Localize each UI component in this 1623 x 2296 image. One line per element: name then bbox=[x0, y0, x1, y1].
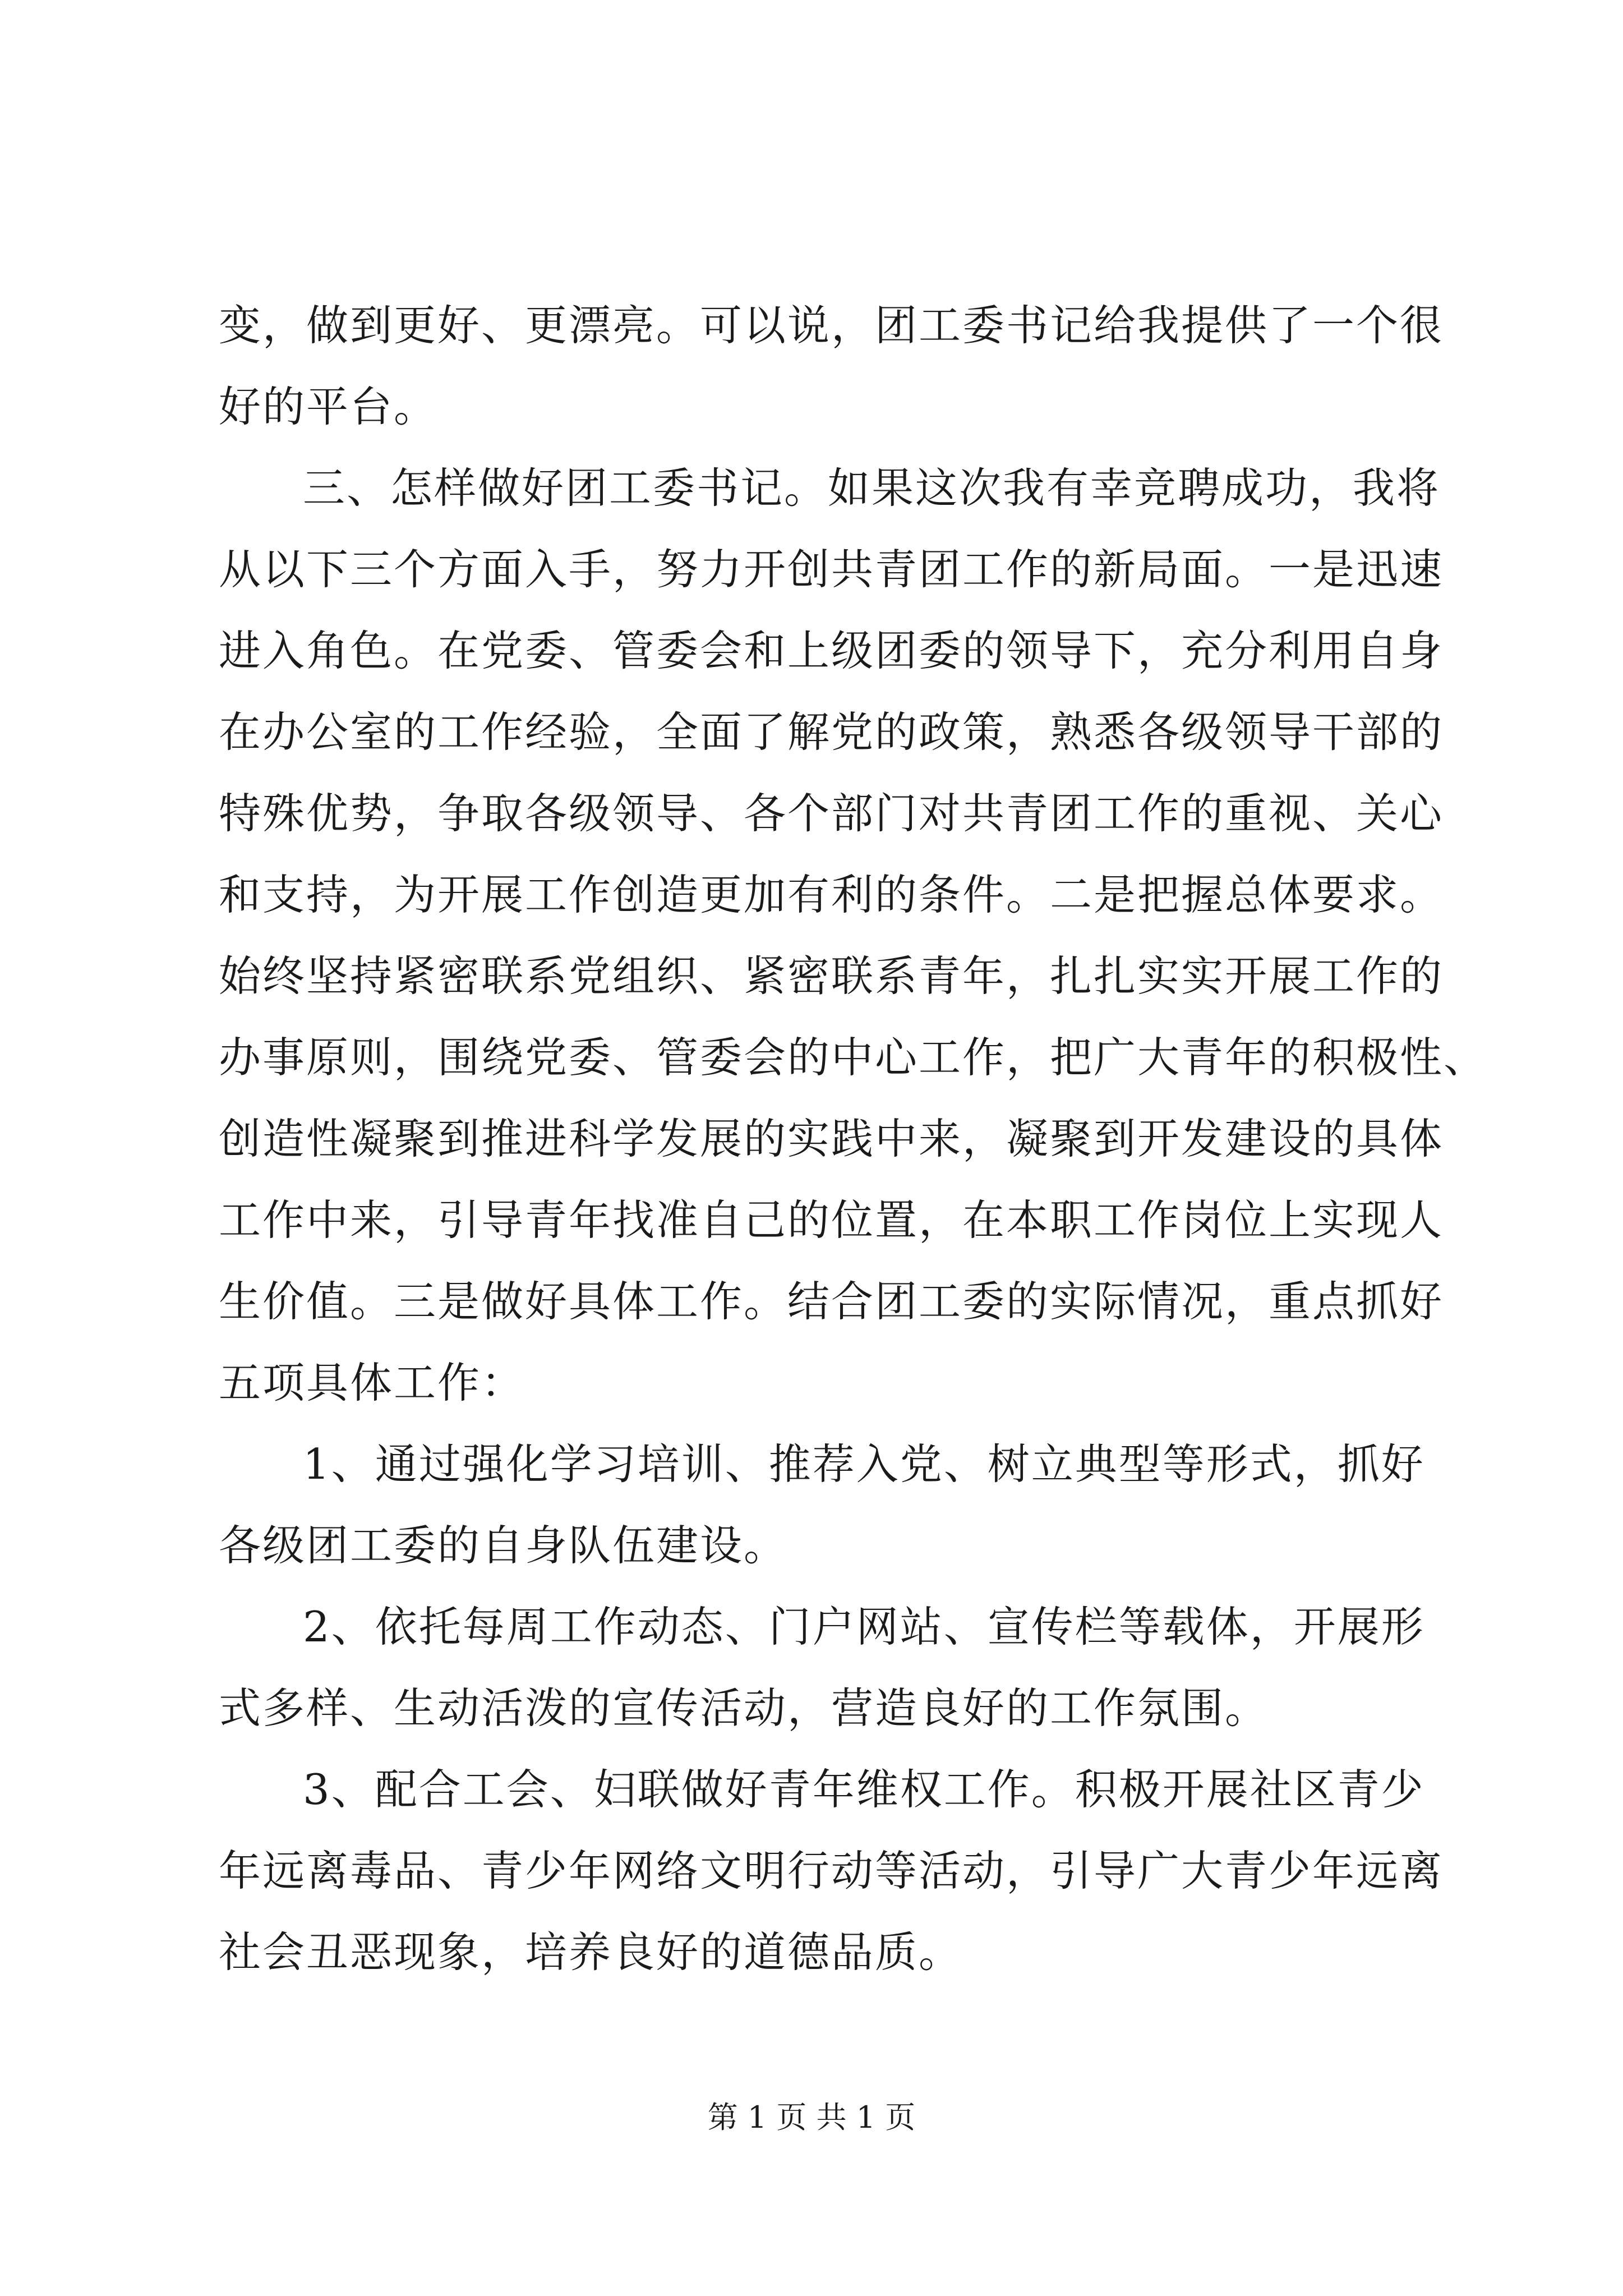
text-line: 五项具体工作： bbox=[219, 1358, 525, 1407]
text-line: 好的平台。 bbox=[219, 382, 438, 431]
text-line: 工作中来，引导青年找准自己的位置，在本职工作岗位上实现人 bbox=[219, 1195, 1444, 1245]
text-line: 式多样、生动活泼的宣传活动，营造良好的工作氛围。 bbox=[219, 1683, 1269, 1733]
text-line: 创造性凝聚到推进科学发展的实践中来，凝聚到开发建设的具体 bbox=[219, 1114, 1444, 1163]
list-item-line: 2、依托每周工作动态、门户网站、宣传栏等载体，开展形 bbox=[303, 1602, 1425, 1651]
text-line: 从以下三个方面入手，努力开创共青团工作的新局面。一是迅速 bbox=[219, 545, 1444, 594]
text-line: 社会丑恶现象，培养良好的道德品质。 bbox=[219, 1927, 963, 1977]
text-line: 和支持，为开展工作创造更加有利的条件。二是把握总体要求。 bbox=[219, 870, 1444, 919]
text-line: 特殊优势，争取各级领导、各个部门对共青团工作的重视、关心 bbox=[219, 789, 1444, 838]
paragraph-heading-line: 三、怎样做好团工委书记。如果这次我有幸竞聘成功，我将 bbox=[303, 463, 1441, 513]
text-line: 进入角色。在党委、管委会和上级团委的领导下，充分利用自身 bbox=[219, 626, 1444, 675]
page-footer: 第 1 页 共 1 页 bbox=[707, 2100, 916, 2135]
text-line: 年远离毒品、青少年网络文明行动等活动，引导广大青少年远离 bbox=[219, 1846, 1444, 1895]
text-line: 变，做到更好、更漂亮。可以说，团工委书记给我提供了一个很 bbox=[219, 301, 1444, 350]
text-line: 生价值。三是做好具体工作。结合团工委的实际情况，重点抓好 bbox=[219, 1277, 1444, 1326]
text-line: 在办公室的工作经验，全面了解党的政策，熟悉各级领导干部的 bbox=[219, 707, 1444, 757]
text-line: 始终坚持紧密联系党组织、紧密联系青年，扎扎实实开展工作的 bbox=[219, 951, 1444, 1001]
list-item-line: 1、通过强化学习培训、推荐入党、树立典型等形式，抓好 bbox=[303, 1439, 1425, 1489]
list-item-line: 3、配合工会、妇联做好青年维权工作。积极开展社区青少 bbox=[303, 1765, 1425, 1814]
text-line: 各级团工委的自身队伍建设。 bbox=[219, 1521, 788, 1570]
text-line: 办事原则，围绕党委、管委会的中心工作，把广大青年的积极性、 bbox=[219, 1033, 1488, 1082]
